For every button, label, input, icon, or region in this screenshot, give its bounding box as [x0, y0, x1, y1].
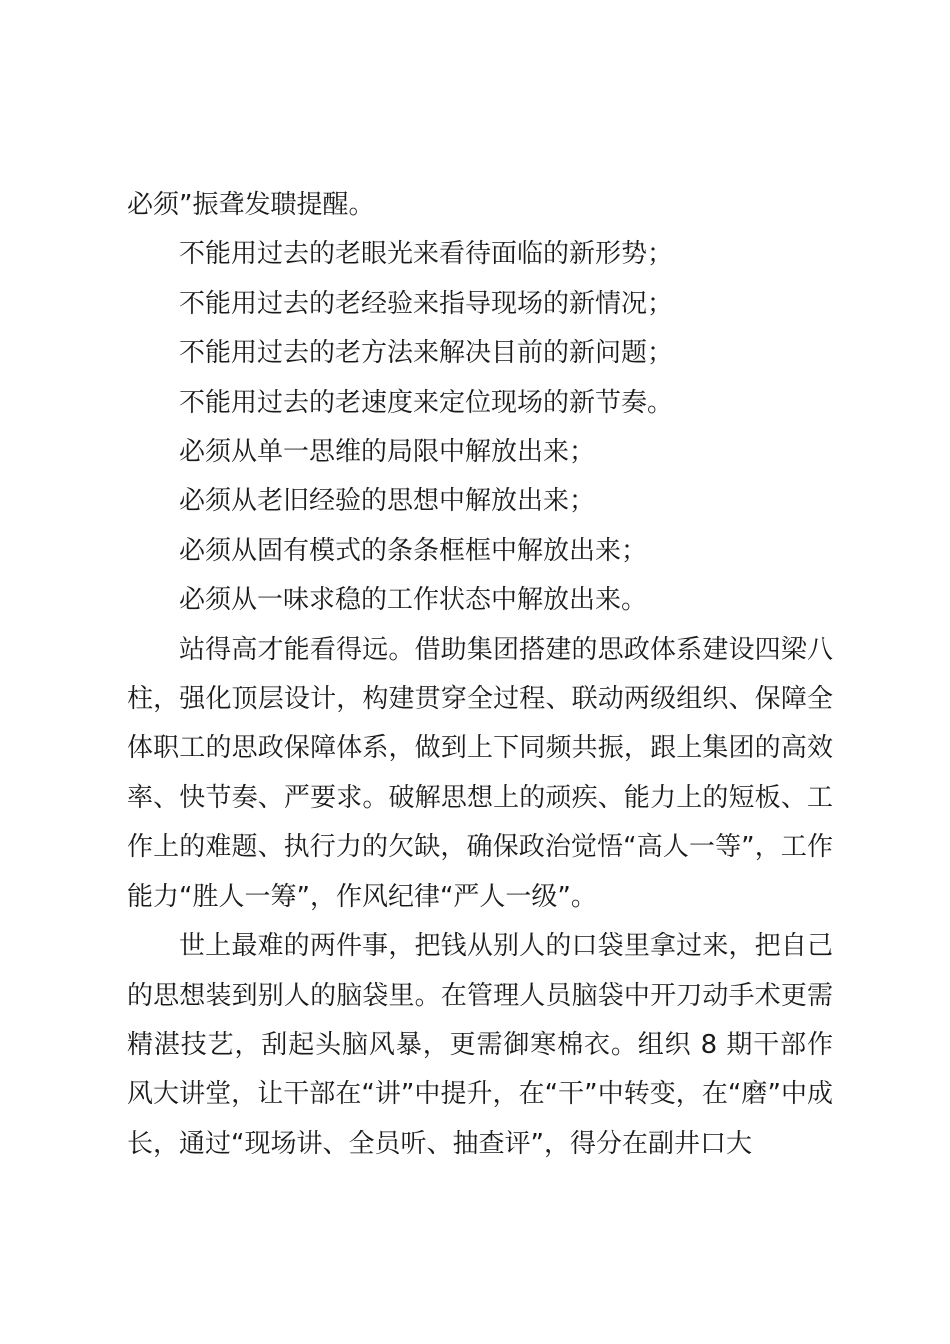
paragraph-6: 必须从单一思维的局限中解放出来；: [179, 437, 596, 468]
paragraph-2: 不能用过去的老眼光来看待面临的新形势；: [179, 239, 674, 270]
document-body: [127, 181, 833, 1169]
paragraph-7: 必须从老旧经验的思想中解放出来；: [179, 486, 596, 517]
paragraph-4: 不能用过去的老方法来解决目前的新问题；: [179, 338, 674, 369]
paragraph-1: 必须”振聋发聩提醒。: [127, 190, 375, 220]
paragraph-9: 必须从一味求稳的工作状态中解放出来。: [179, 585, 648, 616]
paragraph-5: 不能用过去的老速度来定位现场的新节奏。: [179, 387, 674, 418]
paragraph-3: 不能用过去的老经验来指导现场的新情况；: [179, 288, 674, 319]
paragraph-10: 站得高才能看得远。借助集团搭建的思政体系建设四梁八柱，强化顶层设计，构建贯穿全过程、联动两级组织、保障全体职工的思政保障体系，做到上下同频共振，跟上集团的高效率、快节奏、严要求。破解思想上的顽疾、能力上的短板、工作上的难题、执行力的欠缺，确保政治觉悟“高人一等”，工作能力“胜人一筹”，作风纪律“严人一级”。: [127, 634, 833, 912]
paragraph-11: 世上最难的两件事，把钱从别人的口袋里拿过来，把自己的思想装到别人的脑袋里。在管理人员脑袋中开刀动手术更需精湛技艺，刮起头脑风暴，更需御寒棉衣。组织 8 期干部作风大讲堂，让干部在“讲”中提升，在“干”中转变，在“磨”中成长，通过“现场讲、全员听、抽查评”，得分在副井口大: [127, 931, 833, 1159]
paragraph-8: 必须从固有模式的条条框框中解放出来；: [179, 535, 648, 566]
